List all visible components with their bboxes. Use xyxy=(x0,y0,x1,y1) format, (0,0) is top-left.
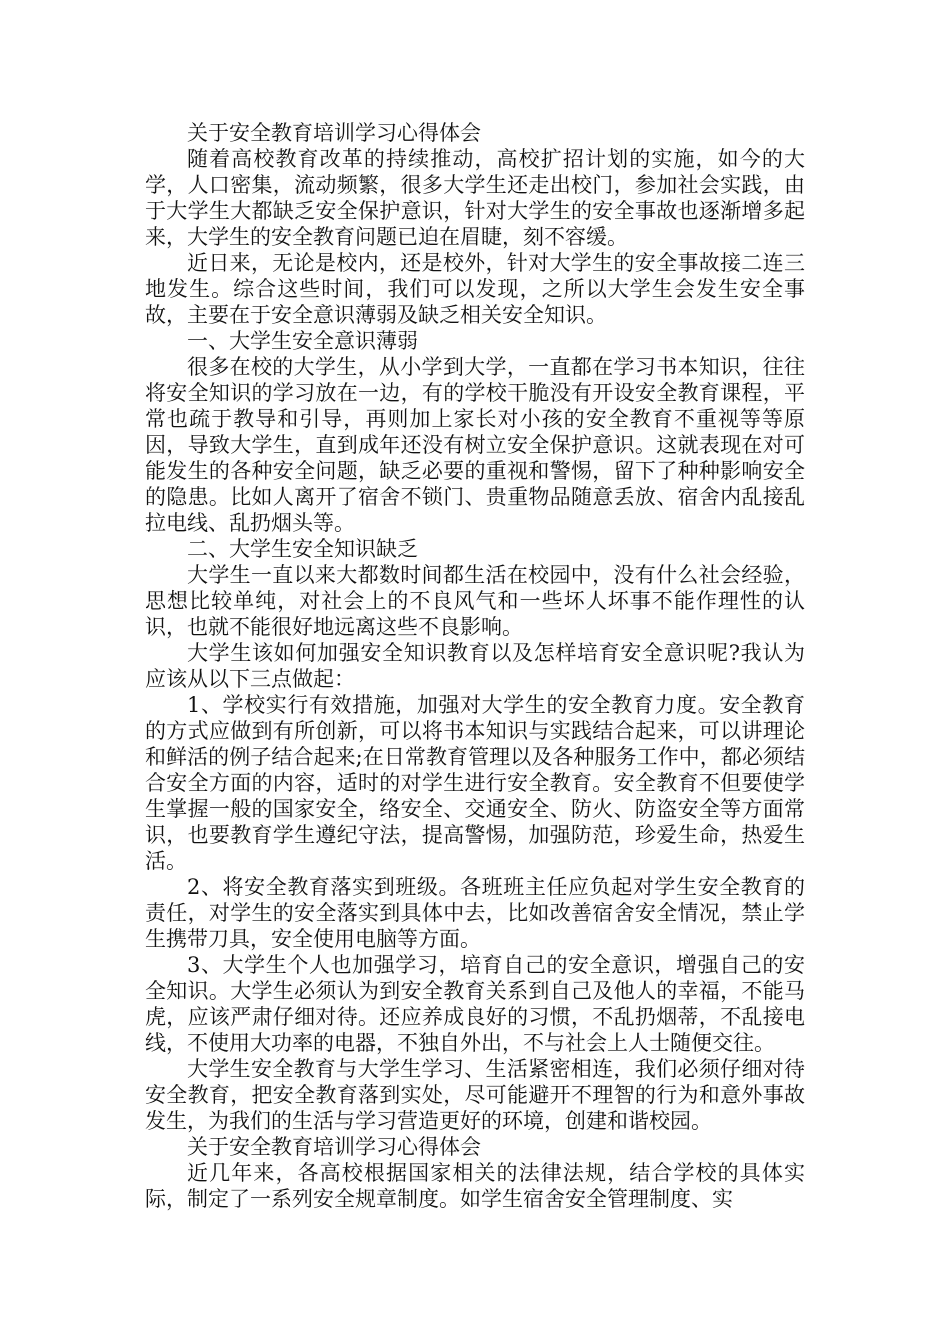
paragraph: 很多在校的大学生，从小学到大学，一直都在学习书本知识，往往将安全知识的学习放在一边，有的学校干脆没有开设安全教育课程，平常也疏于教导和引导，再则加上家长对小孩的安全教育不重视等等原因，导致大学生，直到成年还没有树立安全保护意识。这就表现在对可能发生的各种安全问题，缺乏必要的重视和警惕，留下了种种影响安全的隐患。比如人离开了宿舍不锁门、贵重物品随意丢放、宿舍内乱接乱拉电线、乱扔烟头等。 xyxy=(145,355,805,535)
section-heading: 二、大学生安全知识缺乏 xyxy=(187,537,418,561)
paragraph: 近几年来，各高校根据国家相关的法律法规，结合学校的具体实际，制定了一系列安全规章制度。如学生宿舍安全管理制度、实 xyxy=(145,1161,805,1211)
paragraph: 大学生一直以来大都数时间都生活在校园中，没有什么社会经验，思想比较单纯，对社会上的不良风气和一些坏人坏事不能作理性的认识，也就不能很好地远离这些不良影响。 xyxy=(145,563,805,639)
paragraph: 大学生安全教育与大学生学习、生活紧密相连，我们必须仔细对待安全教育，把安全教育落到实处，尽可能避开不理智的行为和意外事故发生，为我们的生活与学习营造更好的环境，创建和谐校园。 xyxy=(145,1057,805,1133)
section-heading: 一、大学生安全意识薄弱 xyxy=(187,329,418,353)
paragraph: 大学生该如何加强安全知识教育以及怎样培育安全意识呢?我认为应该从以下三点做起： xyxy=(145,641,805,691)
list-item: 1、学校实行有效措施，加强对大学生的安全教育力度。安全教育的方式应做到有所创新，可以将书本知识与实践结合起来，可以讲理论和鲜活的例子结合起来;在日常教育管理以及各种服务工作中，都必须结合安全方面的内容，适时的对学生进行安全教育。安全教育不但要使学生掌握一般的国家安全，络安全、交通安全、防火、防盗安全等方面常识，也要教育学生遵纪守法，提高警惕，加强防范，珍爱生命，热爱生活。 xyxy=(145,693,805,873)
paragraph: 近日来，无论是校内，还是校外，针对大学生的安全事故接二连三地发生。综合这些时间，我们可以发现，之所以大学生会发生安全事故，主要在于安全意识薄弱及缺乏相关安全知识。 xyxy=(145,251,805,327)
document-body xyxy=(145,120,805,1212)
document-title: 关于安全教育培训学习心得体会 xyxy=(187,1135,481,1159)
list-item: 2、将安全教育落实到班级。各班班主任应负起对学生安全教育的责任，对学生的安全落实到具体中去，比如改善宿舍安全情况，禁止学生携带刀具，安全使用电脑等方面。 xyxy=(145,875,805,951)
list-item: 3、大学生个人也加强学习，培育自己的安全意识，增强自己的安全知识。大学生必须认为到安全教育关系到自己及他人的幸福，不能马虎，应该严肃仔细对待。还应养成良好的习惯，不乱扔烟蒂，不乱接电线，不使用大功率的电器，不独自外出，不与社会上人士随便交往。 xyxy=(145,953,805,1055)
document-title: 关于安全教育培训学习心得体会 xyxy=(187,121,481,145)
paragraph: 随着高校教育改革的持续推动，高校扩招计划的实施，如今的大学，人口密集，流动频繁，很多大学生还走出校门，参加社会实践，由于大学生大都缺乏安全保护意识，针对大学生的安全事故也逐渐增多起来，大学生的安全教育问题已迫在眉睫，刻不容缓。 xyxy=(145,147,805,249)
